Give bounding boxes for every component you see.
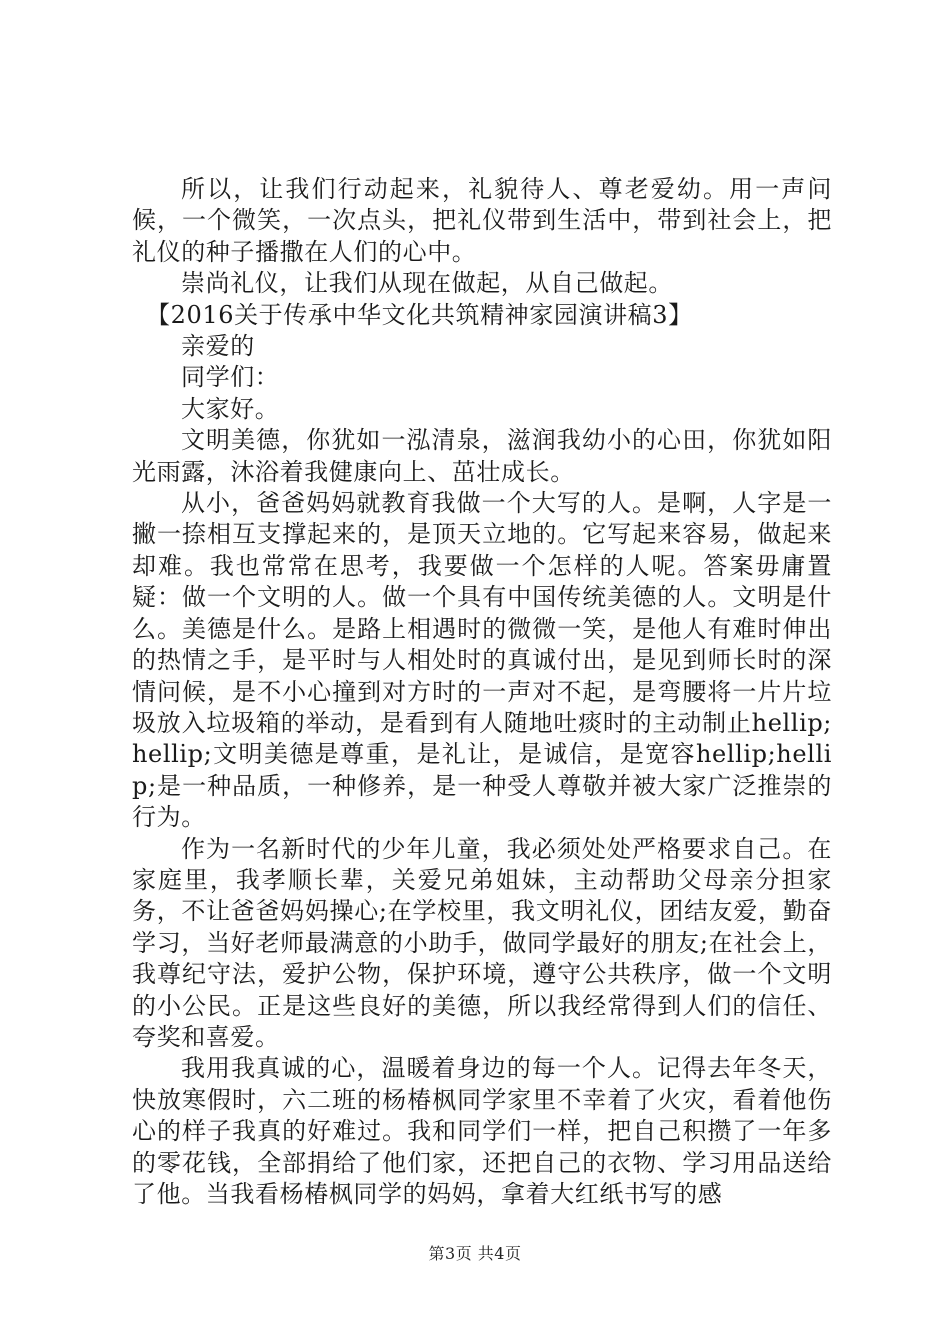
page-footer: 第3页 共4页 xyxy=(428,1244,522,1263)
paragraph: 我用我真诚的心，温暖着身边的每一个人。记得去年冬天，快放寒假时，六二班的杨椿枫同学家里不幸着了火灾，看着他伤心的样子我真的好难过。我和同学们一样，把自己积攒了一年多的零花钱，全部捐给了他们家，还把自己的衣物、学习用品送给了他。当我看杨椿枫同学的妈妈，拿着大红纸书写的感 xyxy=(132,1054,832,1208)
paragraph: 从小，爸爸妈妈就教育我做一个大写的人。是啊，人字是一撇一捺相互支撑起来的，是顶天立地的。它写起来容易，做起来却难。我也常常在思考，我要做一个怎样的人呢。答案毋庸置疑：做一个文明的人。做一个具有中国传统美德的人。文明是什么。美德是什么。是路上相遇时的微微一笑，是他人有难时伸出的热情之手，是平时与人相处时的真诚付出，是见到师长时的深情问候，是不小心撞到对方时的一声对不起，是弯腰将一片片垃圾放入垃圾箱的举动，是看到有人随地吐痰时的主动制止hellip;hellip;文明美德是尊重，是礼让，是诚信，是宽容hellip;hellip;是一种品质，一种修养，是一种受人尊敬并被大家广泛推崇的行为。 xyxy=(132,489,832,832)
paragraph: 作为一名新时代的少年儿童，我必须处处严格要求自己。在家庭里，我孝顺长辈，关爱兄弟姐妹，主动帮助父母亲分担家务，不让爸爸妈妈操心;在学校里，我文明礼仪，团结友爱，勤奋学习，当好老师最满意的小助手，做同学最好的朋友;在社会上，我尊纪守法，爱护公物，保护环境，遵守公共秩序，做一个文明的小公民。正是这些良好的美德，所以我经常得到人们的信任、夸奖和喜爱。 xyxy=(132,834,832,1051)
greeting-line: 大家好。 xyxy=(181,394,280,423)
paragraph: 崇尚礼仪，让我们从现在做起，从自己做起。 xyxy=(181,269,673,298)
paragraph: 文明美德，你犹如一泓清泉，滋润我幼小的心田，你犹如阳光雨露，沐浴着我健康向上、茁壮成长。 xyxy=(132,426,832,486)
salutation-line: 同学们： xyxy=(181,363,280,392)
document-body xyxy=(132,174,832,1210)
salutation-line: 亲爱的 xyxy=(181,332,255,361)
section-heading: 【2016关于传承中华文化共筑精神家园演讲稿3】 xyxy=(146,300,693,329)
paragraph: 所以，让我们行动起来，礼貌待人、尊老爱幼。用一声问候，一个微笑，一次点头，把礼仪带到生活中，带到社会上，把礼仪的种子播撒在人们的心中。 xyxy=(132,175,832,266)
